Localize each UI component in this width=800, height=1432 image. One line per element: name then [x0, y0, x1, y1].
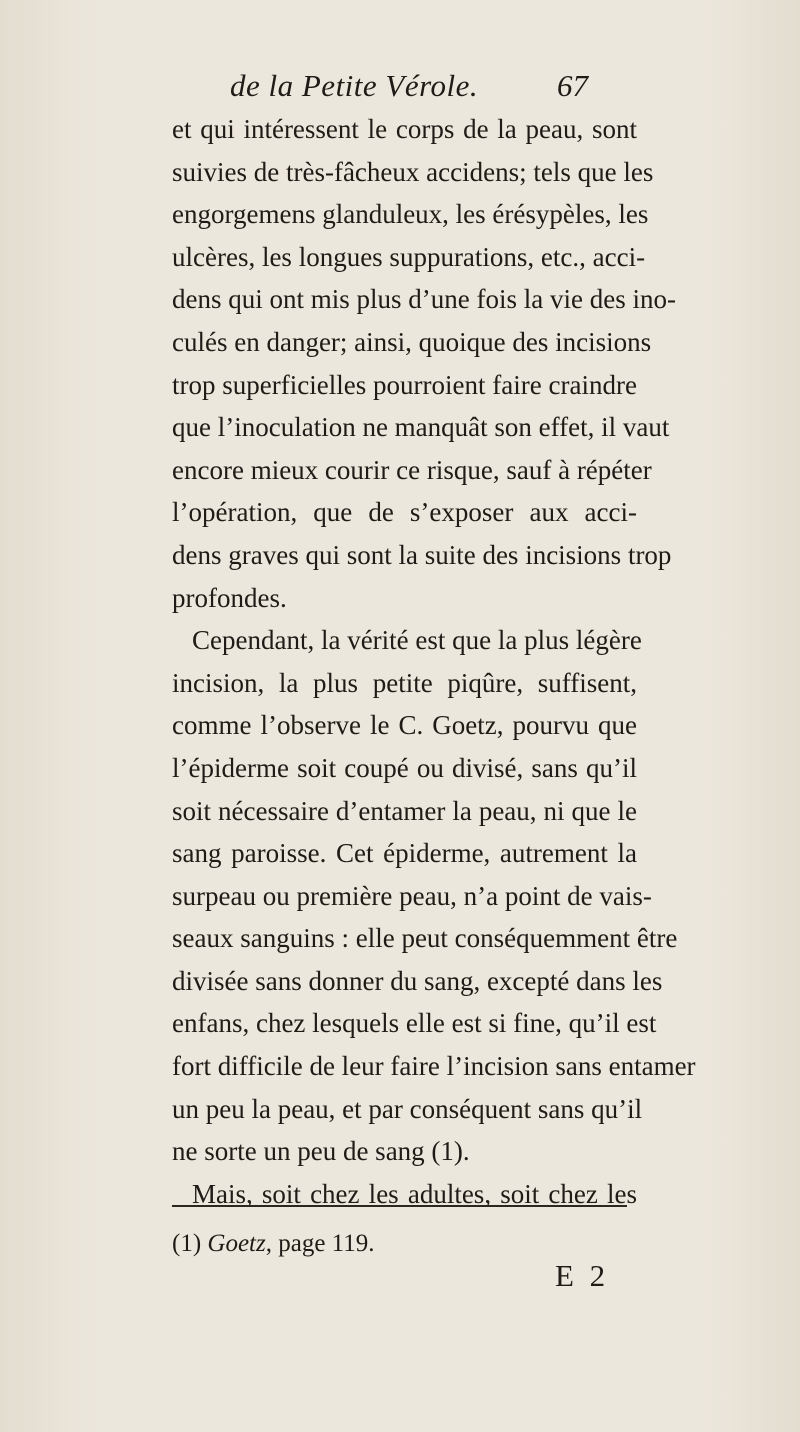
text-line: profondes.	[172, 582, 287, 613]
text-line: et qui intéressent le corps de la peau, sont	[172, 114, 637, 144]
running-title: de la Petite Vérole.	[230, 68, 479, 103]
text-line: encore mieux courir ce risque, sauf à répéter	[172, 454, 652, 485]
text-line: dens qui ont mis plus d’une fois la vie des ino-	[172, 284, 676, 315]
body-text	[172, 108, 696, 1215]
footnote-marker: (1)	[172, 1230, 202, 1257]
text-line: culés en danger; ainsi, quoique des incisions	[172, 326, 652, 357]
text-line: un peu la peau, et par conséquent sans qu’il	[172, 1093, 643, 1124]
footnote-text: , page 119.	[265, 1230, 375, 1257]
page-number: 67	[557, 68, 588, 103]
running-header	[0, 68, 800, 108]
text-line: Cependant, la vérité est que la plus légère	[192, 625, 642, 656]
text-line: divisée sans donner du sang, excepté dans les	[172, 965, 663, 996]
text-line: engorgemens glanduleux, les érésypèles, les	[172, 199, 649, 230]
text-line: surpeau ou première peau, n’a point de vais-	[172, 880, 652, 911]
text-line: dens graves qui sont la suite des incisions trop	[172, 539, 672, 570]
text-line: seaux sanguins : elle peut conséquemment être	[172, 923, 678, 954]
text-line: l’épiderme soit coupé ou divisé, sans qu’il	[172, 752, 637, 783]
text-line: fort difficile de leur faire l’incision sans entamer	[172, 1051, 696, 1082]
text-line: suivies de très-fâcheux accidens; tels que les	[172, 156, 654, 187]
text-line: l’opération, que de s’exposer aux acci-	[172, 497, 637, 528]
text-line: enfans, chez lesquels elle est si fine, qu’il est	[172, 1008, 657, 1039]
text-line: trop superficielles pourroient faire craindre	[172, 369, 637, 400]
text-line: comme l’observe le C. Goetz, pourvu que	[172, 710, 637, 741]
footnote-divider	[172, 1205, 627, 1207]
text-line: ne sorte un peu de sang (1).	[172, 1136, 470, 1167]
signature-mark: E 2	[555, 1258, 610, 1293]
text-line: que l’inoculation ne manquât son effet, il vaut	[172, 412, 670, 443]
footnote-author: Goetz	[207, 1230, 266, 1257]
text-line: sang paroisse. Cet épiderme, autrement la	[172, 838, 637, 869]
text-line: soit nécessaire d’entamer la peau, ni que le	[172, 795, 637, 826]
text-line: Mais, soit chez les adultes, soit chez les	[192, 1178, 637, 1209]
text-line: incision, la plus petite piqûre, suffisent,	[172, 667, 637, 698]
text-line: ulcères, les longues suppurations, etc., acci-	[172, 241, 646, 272]
footnote	[172, 1230, 375, 1258]
